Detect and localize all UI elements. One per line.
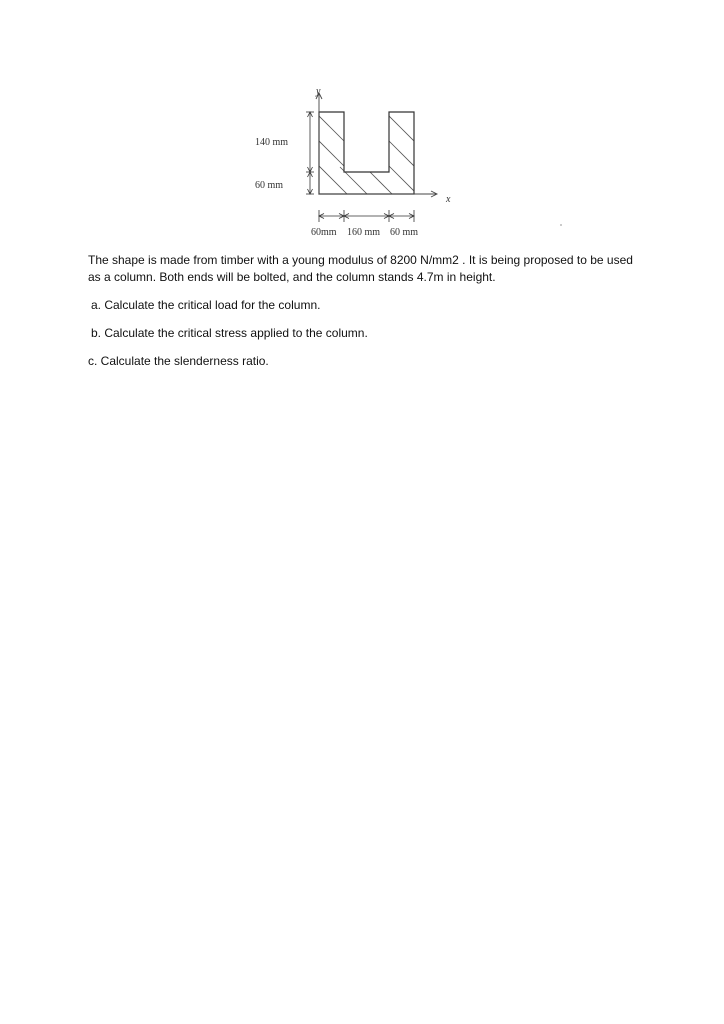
dim-160-label: 160 mm (347, 227, 381, 238)
dim-bottom-line (319, 210, 414, 222)
u-section-diagram (240, 82, 470, 242)
dim-60-left-label: 60 mm (255, 180, 284, 191)
dim-60-left-line (306, 172, 314, 194)
u-section-svg (240, 82, 470, 242)
dim-140-line (306, 112, 314, 172)
dim-140-label: 140 mm (255, 137, 289, 148)
dim-60-bottom-left-label: 60mm (311, 227, 337, 238)
question-b: b. Calculate the critical stress applied to the column. (91, 326, 368, 340)
question-a: a. Calculate the critical load for the column. (91, 298, 321, 312)
hatching (315, 112, 420, 197)
dim-60-bottom-right-label: 60 mm (390, 227, 419, 238)
y-axis-label: y (316, 86, 321, 97)
scan-speck (560, 224, 562, 226)
problem-statement (88, 252, 633, 286)
x-axis-label: x (446, 194, 451, 205)
u-section-outline (319, 112, 414, 194)
problem-intro: The shape is made from timber with a young modulus of 8200 N/mm2 . It is being proposed to be used as a column. Both ends will be bolted, and the column stands 4.7m in height. (88, 253, 633, 284)
question-c: c. Calculate the slenderness ratio. (88, 354, 269, 368)
